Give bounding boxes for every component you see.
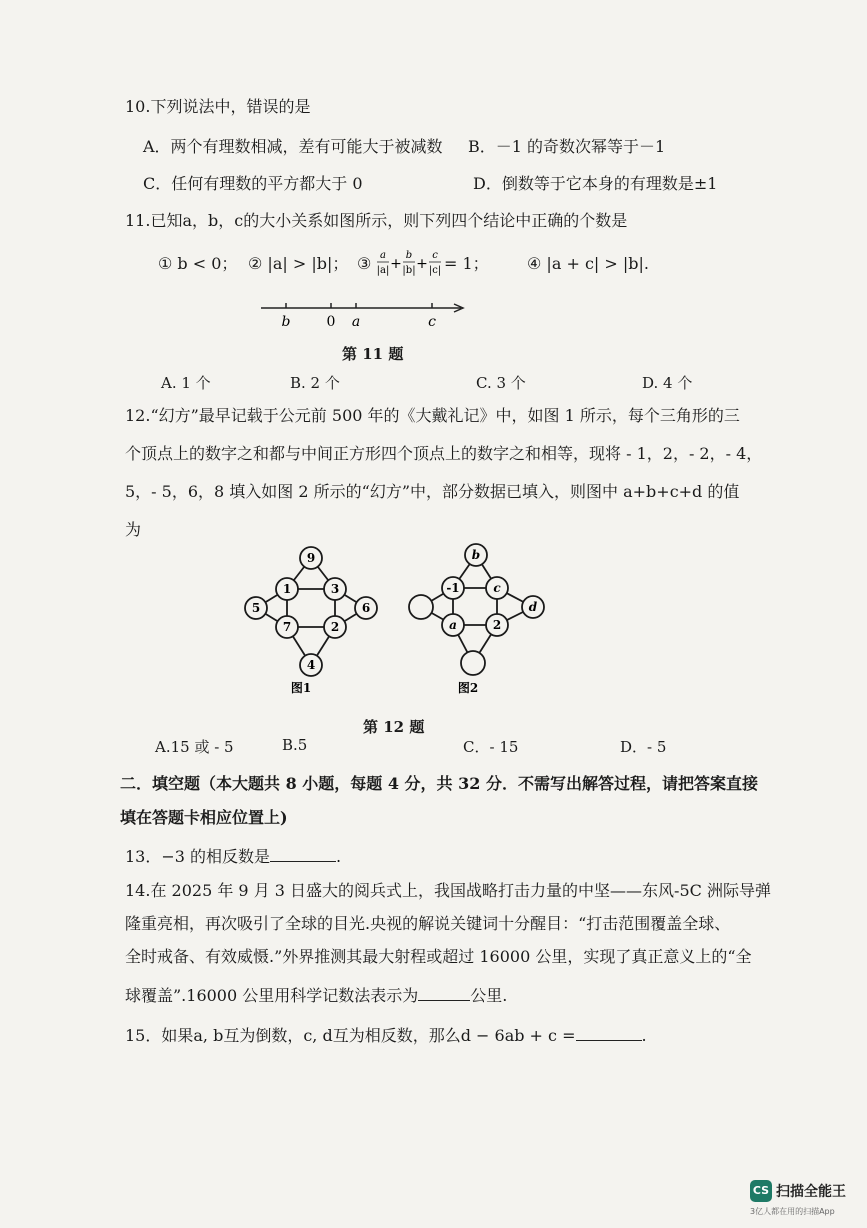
- q12-line-3: 5，- 5，6，8 填入如图 2 所示的“幻方”中，部分数据已填入，则图中 a+b+c+d 的值: [125, 482, 740, 501]
- fig1-node-inner-tl: 1: [282, 582, 292, 596]
- q11-option-d: D. 4 个: [642, 374, 693, 392]
- q12-option-a: A.15 或 - 5: [155, 738, 234, 756]
- q11-condition-4: ④ |a + c| > |b|.: [527, 254, 649, 273]
- q11-condition-1: ① b < 0；: [158, 254, 238, 273]
- q14-line-4-suffix: 公里.: [470, 986, 508, 1005]
- svg-text:b: b: [405, 250, 413, 261]
- section-2-heading-line-2: 填在答题卡相应位置上): [120, 808, 288, 827]
- q11-condition-3-suffix: = 1；: [444, 254, 489, 273]
- svg-text:c: c: [432, 250, 438, 261]
- q12-option-b: B.5: [282, 736, 308, 754]
- q10-stem: 10.下列说法中，错误的是: [125, 97, 311, 116]
- fig1-node-right: 6: [361, 601, 371, 615]
- fig2-node-inner-tr: c: [493, 581, 501, 595]
- q10-option-a: A．两个有理数相减，差有可能大于被减数: [143, 137, 443, 156]
- q14-line-4-prefix: 球覆盖”.16000 公里用科学记数法表示为: [125, 986, 419, 1005]
- fig1-node-inner-bl: 7: [282, 620, 292, 634]
- fig1-label: 图1: [290, 681, 312, 695]
- q12-option-c: C．- 15: [463, 738, 519, 756]
- scanner-app-tagline: 3亿人都在用的扫描App: [750, 1207, 835, 1216]
- fig2-node-right: d: [528, 600, 538, 614]
- q10-option-c: C．任何有理数的平方都大于 0: [143, 174, 363, 193]
- fig2-node-inner-tl: -1: [446, 581, 460, 595]
- q12-caption: 第 12 题: [363, 718, 425, 736]
- scanner-app-name: 扫描全能王: [776, 1184, 846, 1200]
- q15-suffix: .: [641, 1026, 647, 1045]
- fig2-node-inner-bl: a: [449, 618, 457, 632]
- fig1-node-left: 5: [251, 601, 261, 615]
- fig1-node-inner-br: 2: [330, 620, 340, 634]
- q14-line-2: 隆重亮相，再次吸引了全球的目光.央视的解说关键词十分醒目：“打击范围覆盖全球、: [125, 914, 731, 933]
- svg-text:|b|: |b|: [402, 265, 416, 276]
- scanner-watermark: [750, 1180, 856, 1220]
- q11-condition-2: ② |a| > |b|；: [248, 254, 349, 273]
- fig2-node-inner-br: 2: [492, 618, 502, 632]
- q15-answer-blank: [576, 1024, 642, 1041]
- q11-option-c: C. 3 个: [476, 374, 526, 392]
- scanner-app-icon: CS: [750, 1180, 772, 1202]
- q12-figure-2: [400, 540, 550, 700]
- q13-suffix: .: [336, 847, 342, 866]
- svg-text:+: +: [416, 256, 428, 272]
- q11-caption: 第 11 题: [342, 345, 404, 363]
- q14-line-3: 全时戒备、有效威慑.”外界推测其最大射程或超过 16000 公里，实现了真正意义上的“全: [125, 947, 752, 966]
- q15-prefix: 15．如果a, b互为倒数，c, d互为相反数，那么d − 6ab + c =: [125, 1026, 576, 1045]
- q10-option-d: D．倒数等于它本身的有理数是±1: [473, 174, 718, 193]
- fig2-node-top: b: [471, 548, 481, 562]
- label-c: c: [428, 314, 436, 330]
- q12-option-d: D．- 5: [620, 738, 667, 756]
- q12-figure-1: [236, 540, 386, 700]
- q11-option-a: A. 1 个: [161, 374, 211, 392]
- q13: [125, 845, 341, 868]
- q11-option-b: B. 2 个: [290, 374, 340, 392]
- label-b: b: [281, 314, 291, 330]
- svg-text:|a|: |a|: [376, 265, 390, 276]
- q13-answer-blank: [270, 845, 336, 862]
- svg-text:a: a: [380, 250, 386, 261]
- q12-line-1: 12.“幻方”最早记载于公元前 500 年的《大戴礼记》中，如图 1 所示，每个三角形的三: [125, 406, 740, 425]
- fig1-node-top: 9: [306, 551, 316, 565]
- fig1-node-bottom: 4: [306, 658, 316, 672]
- q15: [125, 1024, 647, 1047]
- q11-number-line: [255, 296, 475, 332]
- svg-text:+: +: [390, 256, 402, 272]
- q10-option-b: B．－1 的奇数次幂等于－1: [468, 137, 666, 156]
- label-zero: 0: [326, 314, 336, 330]
- q12-line-2: 个顶点上的数字之和都与中间正方形四个顶点上的数字之和相等，现将 - 1，2，- 2，- 4，: [125, 444, 763, 463]
- q13-prefix: 13．−3 的相反数是: [125, 847, 271, 866]
- q11-condition-3-prefix: ③: [357, 254, 372, 273]
- q14-line-1: 14.在 2025 年 9 月 3 日盛大的阅兵式上，我国战略打击力量的中坚——东风-5C 洲际导弹: [125, 881, 771, 900]
- q14-answer-blank: [418, 984, 470, 1001]
- fig1-node-inner-tr: 3: [330, 582, 340, 596]
- q14-line-4: [125, 984, 507, 1007]
- svg-text:|c|: |c|: [428, 265, 442, 276]
- fig2-label: 图2: [457, 681, 479, 695]
- q12-line-4: 为: [125, 520, 142, 539]
- section-2-heading-line-1: 二．填空题（本大题共 8 小题，每题 4 分，共 32 分．不需写出解答过程，请把答案直接: [120, 774, 758, 793]
- label-a: a: [351, 314, 361, 330]
- q11-stem: 11.已知a，b，c的大小关系如图所示，则下列四个结论中正确的个数是: [125, 211, 628, 230]
